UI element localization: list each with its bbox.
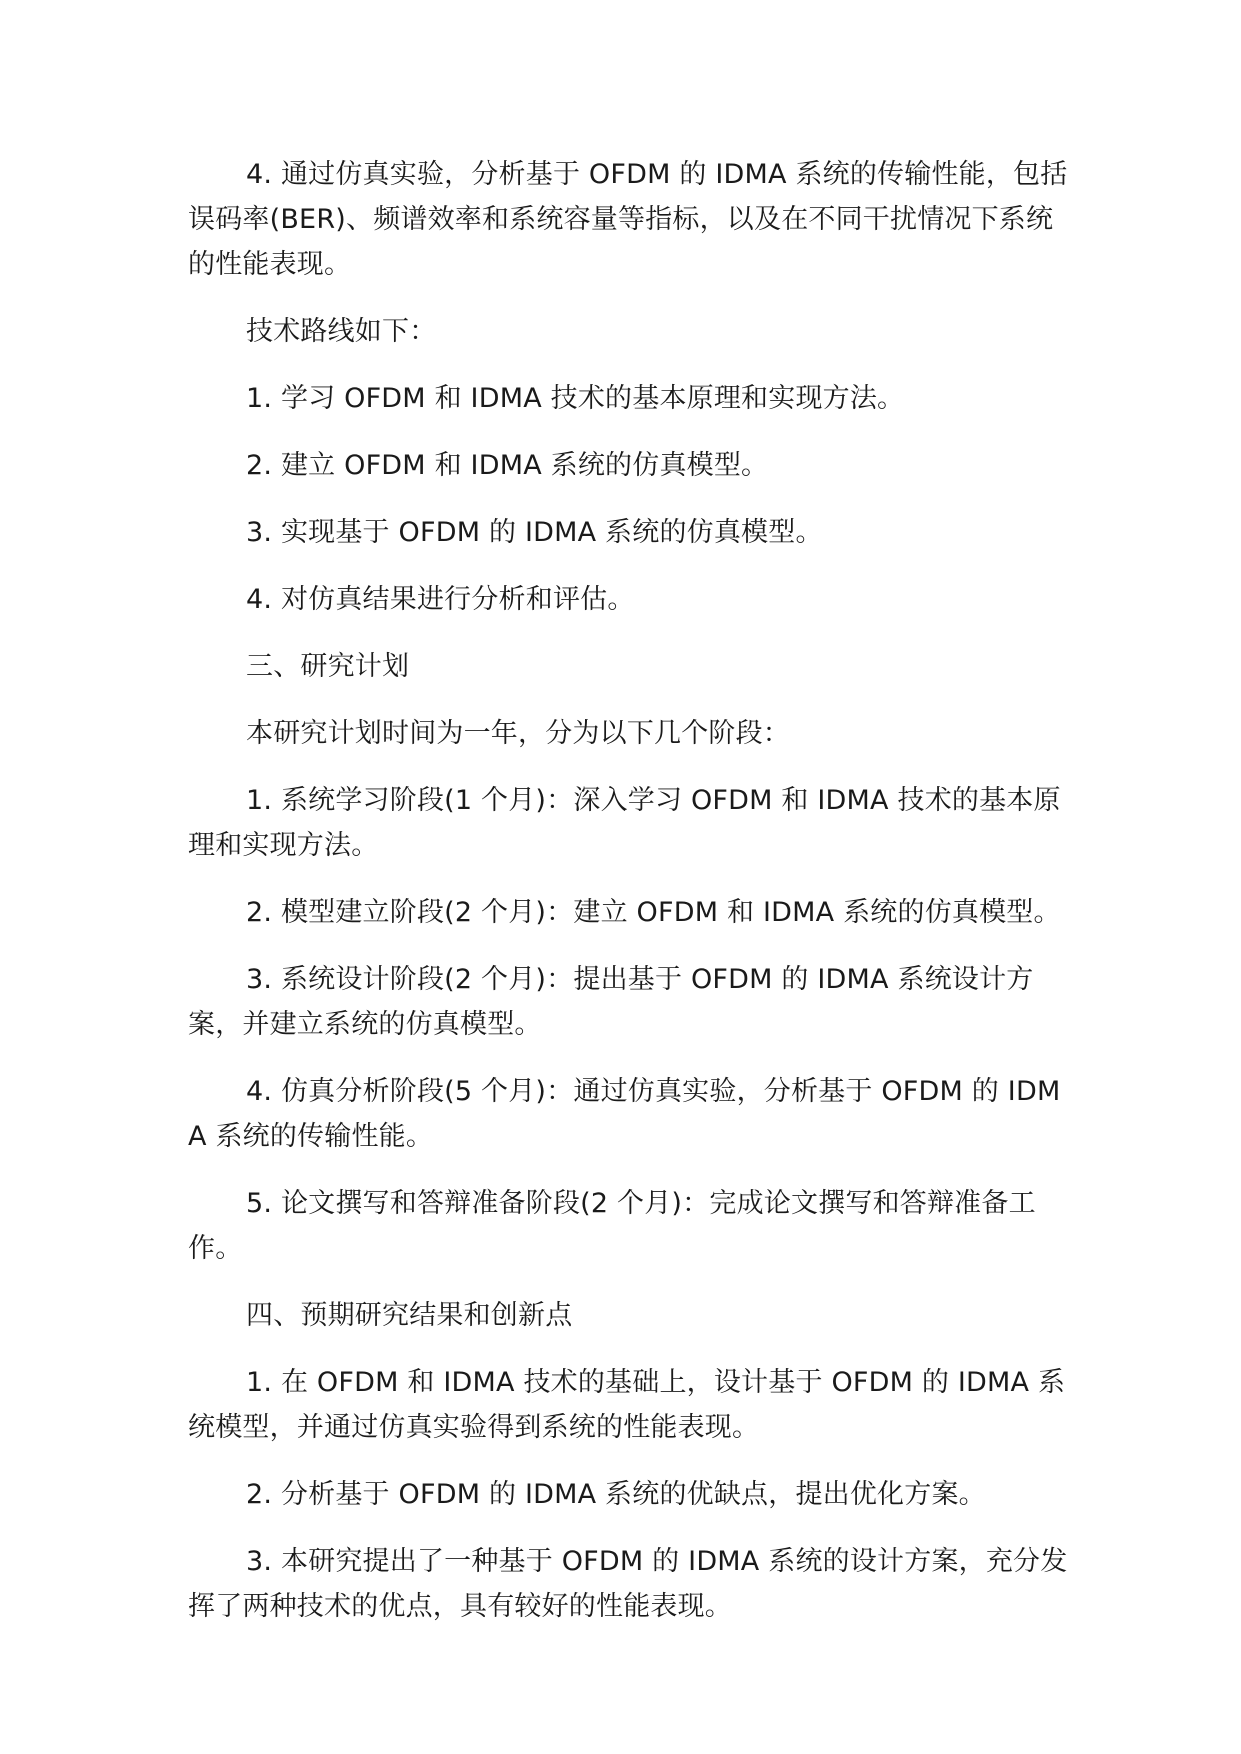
paragraph-plan-intro: 本研究计划时间为一年，分为以下几个阶段： — [246, 718, 790, 749]
section-heading-expected-results: 四、预期研究结果和创新点 — [246, 1300, 573, 1331]
paragraph-result-3: 3. 本研究提出了一种基于 OFDM 的 IDMA 系统的设计方案，充分发挥了两种技术的优点，具有较好的性能表现。 — [188, 1546, 1068, 1622]
paragraph-plan-stage-3: 3. 系统设计阶段(2 个月)：提出基于 OFDM 的 IDMA 系统设计方案，并建立系统的仿真模型。 — [188, 964, 1034, 1040]
paragraph-plan-stage-2: 2. 模型建立阶段(2 个月)：建立 OFDM 和 IDMA 系统的仿真模型。 — [246, 897, 1061, 928]
section-heading-research-plan: 三、研究计划 — [246, 651, 410, 682]
paragraph-route-step-2: 2. 建立 OFDM 和 IDMA 系统的仿真模型。 — [246, 450, 769, 481]
paragraph-route-step-4: 4. 对仿真结果进行分析和评估。 — [246, 584, 635, 615]
paragraph-plan-stage-4: 4. 仿真分析阶段(5 个月)：通过仿真实验，分析基于 OFDM 的 IDMA 系统的传输性能。 — [188, 1076, 1061, 1152]
paragraph-objective-4: 4. 通过仿真实验，分析基于 OFDM 的 IDMA 系统的传输性能，包括误码率(BER)、频谱效率和系统容量等指标，以及在不同干扰情况下系统的性能表现。 — [188, 159, 1068, 280]
paragraph-route-step-1: 1. 学习 OFDM 和 IDMA 技术的基本原理和实现方法。 — [246, 383, 905, 414]
document-body — [188, 152, 1068, 1651]
paragraph-result-2: 2. 分析基于 OFDM 的 IDMA 系统的优缺点，提出优化方案。 — [246, 1479, 986, 1510]
paragraph-plan-stage-1: 1. 系统学习阶段(1 个月)：深入学习 OFDM 和 IDMA 技术的基本原理和实现方法。 — [188, 785, 1061, 861]
paragraph-route-step-3: 3. 实现基于 OFDM 的 IDMA 系统的仿真模型。 — [246, 517, 823, 548]
paragraph-result-1: 1. 在 OFDM 和 IDMA 技术的基础上，设计基于 OFDM 的 IDMA 系统模型，并通过仿真实验得到系统的性能表现。 — [188, 1367, 1066, 1443]
paragraph-plan-stage-5: 5. 论文撰写和答辩准备阶段(2 个月)：完成论文撰写和答辩准备工作。 — [188, 1188, 1036, 1264]
paragraph-technical-route-heading: 技术路线如下： — [246, 316, 437, 347]
